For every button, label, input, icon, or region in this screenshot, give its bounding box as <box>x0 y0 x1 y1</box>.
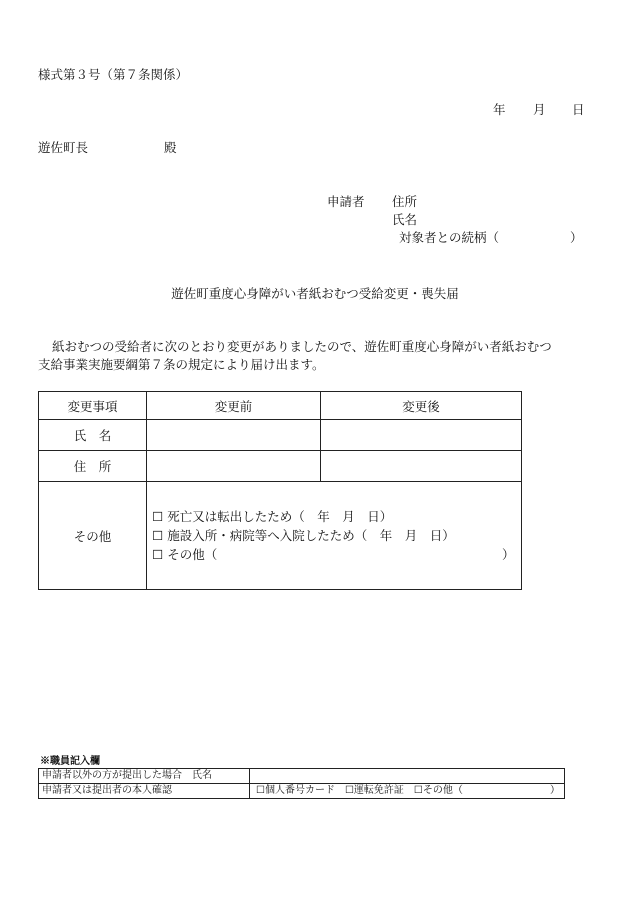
checkbox-other[interactable]: ☐ <box>152 547 164 562</box>
option-facility <box>152 526 521 545</box>
address-before-field[interactable] <box>147 451 321 482</box>
staff-identity-label: 申請者又は提出者の本人確認 <box>39 784 250 799</box>
address-after-field[interactable] <box>321 451 522 482</box>
body-line-2: 支給事業実施要綱第７条の規定により届け出ます。 <box>38 357 325 372</box>
applicant-relation-label: 対象者との続柄（ <box>399 230 500 245</box>
table-row-other <box>39 482 522 590</box>
applicant-relation-close: ） <box>570 230 583 245</box>
option-other-text: その他（ <box>167 547 218 562</box>
option-other-close: ） <box>502 547 515 562</box>
document-title: 遊佐町重度心身障がい者紙おむつ受給変更・喪失届 <box>171 286 459 301</box>
staff-submitter-label: 申請者以外の方が提出した場合 氏名 <box>39 769 250 784</box>
name-before-field[interactable] <box>147 420 321 451</box>
table-row <box>39 420 522 451</box>
applicant-label: 申請者 <box>327 194 365 209</box>
form-number: 様式第３号（第７条関係） <box>38 67 189 82</box>
option-facility-text: 施設入所・病院等へ入院したため（ 年 月 日） <box>167 528 455 543</box>
addressee-honorific: 殿 <box>164 140 177 155</box>
staff-identity-close: ） <box>550 785 560 796</box>
table-header-row <box>39 392 522 420</box>
applicant-name-label: 氏名 <box>392 212 418 227</box>
date-day: 日 <box>572 102 585 117</box>
staff-table <box>38 768 565 799</box>
name-after-field[interactable] <box>321 420 522 451</box>
staff-row <box>39 769 565 784</box>
header-change-item: 変更事項 <box>39 392 147 420</box>
header-after: 変更後 <box>321 392 522 420</box>
option-other <box>152 545 521 564</box>
table-row <box>39 451 522 482</box>
checkbox-deceased[interactable]: ☐ <box>152 509 164 524</box>
body-line-1: 紙おむつの受給者に次のとおり変更がありましたので、遊佐町重度心身障がい者紙おむつ <box>52 339 552 354</box>
addressee-name: 遊佐町長 <box>38 140 89 155</box>
applicant-address-label: 住所 <box>392 194 418 209</box>
row-address-label: 住 所 <box>39 451 147 482</box>
date-year: 年 <box>493 102 506 117</box>
checkbox-facility[interactable]: ☐ <box>152 528 164 543</box>
row-name-label: 氏 名 <box>39 420 147 451</box>
staff-identity-options-text: ☐個人番号カード ☐運転免許証 ☐その他（ <box>256 785 463 796</box>
row-other-label: その他 <box>39 482 147 590</box>
option-deceased <box>152 507 521 526</box>
change-table <box>38 391 522 590</box>
other-options-cell <box>147 482 522 590</box>
option-deceased-text: 死亡又は転出したため（ 年 月 日） <box>167 509 393 524</box>
date-month: 月 <box>533 102 546 117</box>
staff-heading: ※職員記入欄 <box>40 756 100 767</box>
staff-submitter-name-field[interactable] <box>250 769 565 784</box>
header-before: 変更前 <box>147 392 321 420</box>
staff-row <box>39 784 565 799</box>
staff-identity-options[interactable] <box>250 784 565 799</box>
